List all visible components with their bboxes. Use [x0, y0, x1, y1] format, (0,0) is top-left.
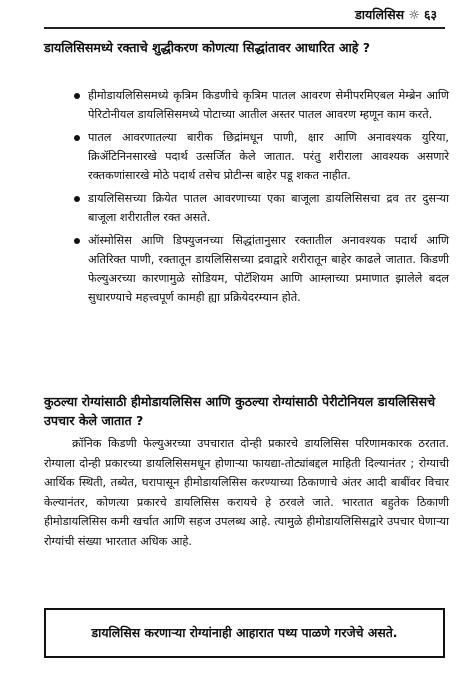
bullet-icon: [74, 196, 80, 202]
bullet-icon: [74, 93, 80, 99]
highlight-note-box: [44, 608, 445, 658]
bullet-text: हीमोडायलिसिसमध्ये कृत्रिम किडणीचे कृत्रिम पातल आवरण सेमीपरमिएबल मेम्ब्रेन आणि पेरिटोनीयल डायलिसिसमध्ये पोटाच्या आतील अस्तर पातल आवरण म्हणून काम करते.: [88, 89, 449, 121]
bullet-item: [44, 86, 449, 124]
bullet-icon: [74, 238, 80, 244]
bullet-item: [44, 128, 449, 185]
question-heading-2: कुठल्या रोग्यांसाठी हीमोडायलिसिस आणि कुठल्या रोग्यांसाठी पेरीटोनियल डायलिसिसचे उपचार केले जातात ?: [44, 394, 436, 428]
note-text: डायलिसिस करणाऱ्या रोग्यांनाही आहारात पथ्य पाळणे गरजेचे असते.: [91, 625, 398, 640]
question-heading-1: डायलिसिसमध्ये रक्ताचे शुद्धीकरण कोणत्या सिद्धांतावर आधारित आहे ?: [44, 40, 371, 55]
bullet-text: डायलिसिसच्या क्रियेत पातल आवरणाच्या एका बाजूला डायलिसिसचा द्रव तर दुसऱ्या बाजूला शरीरातील रक्त असते.: [88, 192, 449, 224]
bullet-icon: [74, 135, 80, 141]
header-divider: [44, 27, 445, 29]
running-header: डायलिसिस ☼ ६३: [355, 7, 437, 22]
bullet-text: ऑस्मोसिस आणि डिफ्युजनच्या सिद्धांतानुसार रक्तातील अनावश्यक पदार्थ आणि अतिरिक्त पाणी, रक्तातून डायलिसिसच्या द्रवाद्वारे शरीरातून बाहेर काढले जातात. किडणी फेल्युअरच्या कारणामुळे सोडियम, पोटॅशियम आणि आम्लाच्या प्रमाणात झालेले बदल सुधारण्याचे महत्त्वपूर्ण कामही ह्या प्रक्रियेदरम्यान होते.: [88, 234, 449, 304]
bullet-text: पातल आवरणातल्या बारीक छिद्रांमधून पाणी, क्षार आणि अनावश्यक युरिया, क्रिॲटिनिनसारखे पदार्थ उत्सर्जित केले जातात. परंतु शरीराला आवश्यक असणारे रक्तकणांसारखे मोठे पदार्थ तसेच प्रोटीन्स बाहेर पडू शकत नाहीत.: [88, 131, 449, 182]
answer-paragraph: क्रॉनिक किडणी फेल्युअरच्या उपचारात दोन्ही प्रकारचे डायलिसिस परिणामकारक ठरतात. रोग्याला दोन्ही प्रकारच्या डायलिसिसमधून होणाऱ्या फायद्या-तोट्यांबद्दल माहिती दिल्यानंतर ; रोग्याची आर्थिक स्थिती, तब्येत, घरापासून हीमोडायलिसिस करण्याच्या ठिकाणाचे अंतर आदी बाबींवर विचार केल्यानंतर, कोणत्या प्रकारचे डायलिसिस करायचे हे ठरवले जाते. भारतात बहुतेक ठिकाणी हीमोडायलिसिस कमी खर्चात आणि सहज उपलब्ध आहे. त्यामुळे हीमोडायलिसिसद्वारे उपचार घेणाऱ्या रोग्यांची संख्या भारतात अधिक आहे.: [44, 437, 449, 548]
bullet-item: [44, 189, 449, 227]
bullet-list: [44, 86, 449, 311]
bullet-item: [44, 231, 449, 307]
